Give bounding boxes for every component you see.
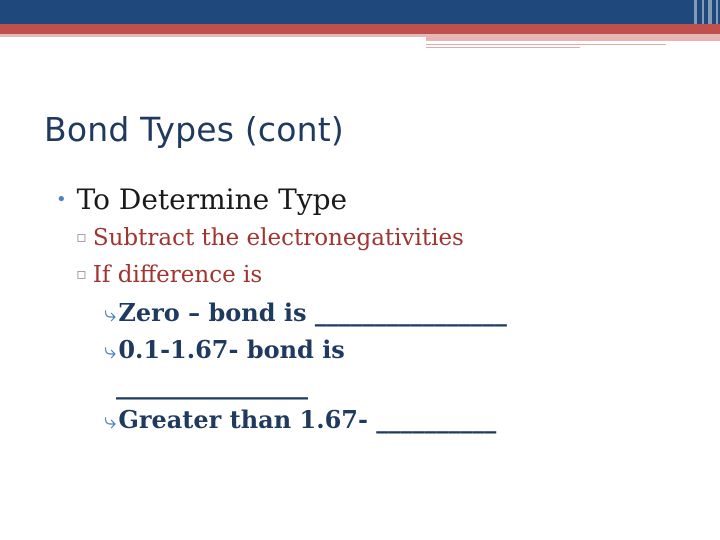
bullet-level3-continuation [116,371,308,400]
bullet-level1-text: To Determine Type [76,183,348,216]
square-bullet-icon: ▫ [76,264,87,283]
blank-line: ________________ [116,371,308,400]
bullet-level2 [76,225,464,251]
bullet-level1 [56,183,347,216]
bullet-level3 [104,405,496,434]
square-bullet-icon: ▫ [76,227,87,246]
bullet-level3 [104,335,345,364]
arrow-bullet-icon: ⤷ [104,409,117,434]
bullet-level2-text: If difference is [92,262,263,288]
bullet-dot-icon: • [56,189,67,210]
bullet-level3-text: Zero – bond is ________________ [118,298,507,327]
bullet-level2 [76,262,262,288]
bullet-level3-text: 0.1-1.67- bond is [118,335,345,364]
bullet-level3-text: Greater than 1.67- __________ [118,405,497,434]
arrow-bullet-icon: ⤷ [104,339,117,364]
bullet-level2-text: Subtract the electronegativities [92,225,464,251]
slide-title: Bond Types (cont) [44,110,344,149]
arrow-bullet-icon: ⤷ [104,302,117,327]
bullet-level3 [104,298,507,327]
